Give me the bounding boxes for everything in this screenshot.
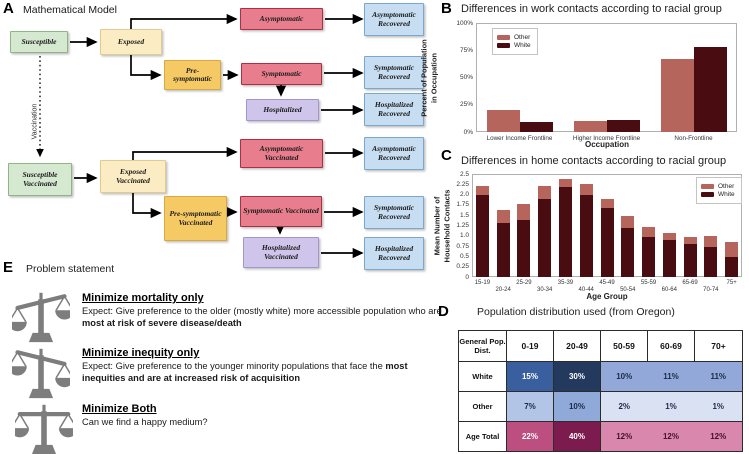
bar-other	[661, 59, 694, 132]
flow-node-hospitalized-recovered-2: Hospitalized Recovered	[364, 237, 424, 270]
bar-white	[684, 244, 697, 277]
flow-node-presymptomatic: Pre-symptomatic	[164, 60, 221, 90]
table-cell: 12%	[648, 422, 695, 452]
legend	[492, 28, 538, 55]
y-tick: 1.75	[456, 201, 469, 209]
table-cell: 15%	[507, 362, 554, 392]
x-tick: Non-Frontline	[674, 135, 713, 142]
bar-white	[694, 47, 727, 132]
bar-white	[642, 237, 655, 277]
table-cell: 30%	[554, 362, 601, 392]
ylabel-line: Percent of Population	[419, 39, 429, 117]
table-cell: 22%	[507, 422, 554, 452]
table-cell: 11%	[695, 362, 743, 392]
legend-row	[701, 183, 735, 190]
legend-swatch	[497, 35, 510, 40]
table-header-cell: 60-69	[648, 331, 695, 362]
flow-node-susceptible-vaccinated: Susceptible Vaccinated	[8, 163, 72, 196]
problem-item	[82, 403, 442, 429]
bar-other	[663, 233, 676, 240]
table-cell: 11%	[648, 362, 695, 392]
y-tick: 50%	[459, 74, 473, 81]
problem-heading: Minimize mortality only	[82, 292, 204, 304]
table-cell: 40%	[554, 422, 601, 452]
x-tick: 50-54	[620, 287, 636, 293]
population-table	[458, 330, 743, 452]
x-tick: Lower Income Frontline	[486, 135, 553, 142]
table-cell: 2%	[601, 392, 648, 422]
bar-white	[621, 228, 634, 277]
panel-d-label: D	[438, 303, 450, 320]
flow-node-asymptomatic-vaccinated: Asymptomatic Vaccinated	[240, 139, 323, 168]
flow-node-symptomatic: Symptomatic	[241, 63, 322, 85]
x-tick: 20-24	[495, 287, 511, 293]
flow-node-asymptomatic-recovered-2: Asymptomatic Recovered	[364, 137, 424, 170]
problem-body-text: Expect: Give preference to the older (mostly white) more accessible population who are	[82, 306, 442, 316]
flow-node-asymptomatic-recovered: Asymptomatic Recovered	[364, 3, 424, 36]
table-header-cell: 50-59	[601, 331, 648, 362]
chart-b-title: Differences in work contacts according to racial group	[461, 3, 722, 15]
balance-scale-icon	[12, 290, 70, 349]
chart-c-xlabel: Age Group	[586, 292, 628, 301]
table-row-label: Other	[459, 392, 507, 422]
problem-body-bold: most at risk of severe disease/death	[82, 317, 242, 328]
panel-b-label: B	[441, 0, 453, 17]
flow-node-symptomatic-vaccinated: Symptomatic Vaccinated	[240, 196, 322, 227]
chart-b-ylabel	[419, 39, 439, 117]
problem-body-text: Can we find a happy medium?	[82, 417, 208, 427]
flow-node-asymptomatic: Asymptomatic	[240, 8, 323, 30]
table-cell: 12%	[601, 422, 648, 452]
flow-node-exposed-vaccinated: Exposed Vaccinated	[100, 160, 166, 193]
y-tick: 0	[465, 273, 469, 281]
flow-node-presymptomatic-vaccinated: Pre-symptomatic Vaccinated	[164, 196, 227, 241]
bar-other	[559, 179, 572, 187]
x-tick: 55-59	[640, 280, 657, 286]
flow-node-hospitalized-vaccinated: Hospitalized Vaccinated	[243, 237, 319, 268]
bar-other	[601, 199, 614, 208]
y-tick: 1.5	[459, 211, 469, 219]
x-tick: 65-69	[682, 280, 698, 286]
flow-node-symptomatic-recovered-2: Symptomatic Recovered	[364, 196, 424, 229]
bar-white	[559, 187, 572, 277]
x-tick: 60-64	[661, 287, 677, 293]
bar-white	[497, 223, 510, 277]
y-tick: 0.25	[456, 263, 469, 271]
bar-other	[642, 227, 655, 237]
bar-other	[580, 184, 593, 194]
problem-body	[82, 417, 442, 429]
y-tick: 1.25	[456, 222, 469, 229]
table-header-cell: 0-19	[507, 331, 554, 362]
x-tick: 40-44	[578, 287, 594, 293]
table-cell: 12%	[695, 422, 743, 452]
bar-white	[476, 195, 489, 277]
y-tick: 1.0	[459, 232, 469, 240]
legend-swatch	[701, 184, 714, 189]
legend-label: Other	[514, 33, 531, 41]
x-tick: 70-74	[703, 287, 719, 293]
y-tick: 75%	[459, 46, 473, 54]
flow-node-exposed: Exposed	[100, 29, 162, 55]
x-tick: Higher Income Frontline	[572, 135, 641, 142]
flow-node-hospitalized-recovered: Hospitalized Recovered	[364, 93, 424, 126]
problem-heading: Minimize inequity only	[82, 347, 200, 359]
x-tick: 75+	[726, 280, 737, 286]
bar-white	[663, 240, 676, 277]
x-tick: 30-34	[537, 287, 553, 293]
flow-node-symptomatic-recovered: Symptomatic Recovered	[364, 56, 424, 89]
bar-white	[580, 195, 593, 277]
bar-other	[497, 210, 510, 224]
panel-c-label: C	[441, 147, 453, 164]
bar-other	[574, 121, 607, 132]
bar-other	[538, 186, 551, 199]
bar-white	[607, 120, 640, 132]
x-tick: 45-49	[599, 280, 615, 286]
bar-white	[725, 257, 738, 277]
bar-white	[538, 199, 551, 277]
x-tick: 25-29	[516, 280, 532, 286]
table-header-cell: 70+	[695, 331, 743, 362]
bar-other	[476, 186, 489, 195]
table-cell: 10%	[554, 392, 601, 422]
problem-body	[82, 361, 442, 384]
legend	[696, 177, 742, 204]
legend-row	[497, 42, 531, 49]
y-tick: 0.5	[459, 252, 469, 260]
legend-row	[497, 34, 531, 41]
y-tick: 100%	[456, 19, 473, 27]
y-tick: 2.25	[456, 180, 469, 188]
y-tick: 0.75	[456, 242, 469, 250]
bar-white	[704, 247, 717, 277]
legend-label: Other	[718, 182, 735, 190]
table-cell: 10%	[601, 362, 648, 392]
problem-body	[82, 306, 442, 329]
ylabel-line: in Occupation	[429, 52, 438, 104]
table-header-cell: 20-49	[554, 331, 601, 362]
legend-row	[701, 191, 735, 198]
table-row-label: White	[459, 362, 507, 392]
bar-white	[520, 122, 553, 132]
problem-body-text: Expect: Give preference to the younger minority populations that face the	[82, 361, 386, 371]
panel-d-title: Population distribution used (from Oregon)	[477, 306, 675, 318]
bar-other	[725, 242, 738, 257]
x-tick: 15-19	[474, 280, 491, 286]
bar-other	[704, 236, 717, 247]
problem-item	[82, 292, 442, 329]
problem-body-bold: most inequities and are at increased risk of acquisition	[82, 361, 408, 383]
table-row-label: Age Total	[459, 422, 507, 452]
problem-item	[82, 347, 442, 384]
problem-heading: Minimize Both	[82, 403, 157, 415]
legend-label: White	[718, 191, 735, 198]
bar-other	[684, 237, 697, 244]
bar-other	[487, 110, 520, 132]
table-cell: 7%	[507, 392, 554, 422]
panel-a-label: A	[3, 0, 15, 17]
bar-white	[601, 208, 614, 277]
panel-e-label: E	[3, 259, 14, 276]
bar-other	[517, 204, 530, 220]
bar-white	[517, 220, 530, 277]
panel-a-title: Mathematical Model	[23, 4, 117, 16]
legend-swatch	[701, 192, 714, 197]
chart-c-title: Differences in home contacts according to racial group	[461, 155, 727, 167]
y-tick: 0%	[463, 128, 473, 136]
flow-node-susceptible: Susceptible	[10, 31, 68, 53]
legend-swatch	[497, 43, 510, 48]
bar-other	[621, 216, 634, 228]
balance-scale-icon	[15, 402, 73, 454]
legend-label: White	[514, 42, 531, 49]
table-cell: 1%	[695, 392, 743, 422]
flow-node-hospitalized: Hospitalized	[246, 99, 319, 121]
vaccination-label: Vaccination	[31, 103, 39, 140]
panel-e-title: Problem statement	[26, 263, 115, 275]
x-tick: 35-39	[557, 280, 574, 286]
chart-b-xlabel: Occupation	[584, 140, 630, 149]
ylabel-line: Mean Number of	[432, 196, 442, 256]
balance-scale-icon	[12, 346, 70, 405]
y-tick: 2.5	[459, 170, 469, 178]
ylabel-line: Household Contacts	[442, 189, 451, 263]
y-tick: 2.0	[459, 191, 469, 199]
table-cell: 1%	[648, 392, 695, 422]
table-header-cell: General Pop. Dist.	[459, 331, 507, 362]
y-tick: 25%	[459, 101, 473, 109]
